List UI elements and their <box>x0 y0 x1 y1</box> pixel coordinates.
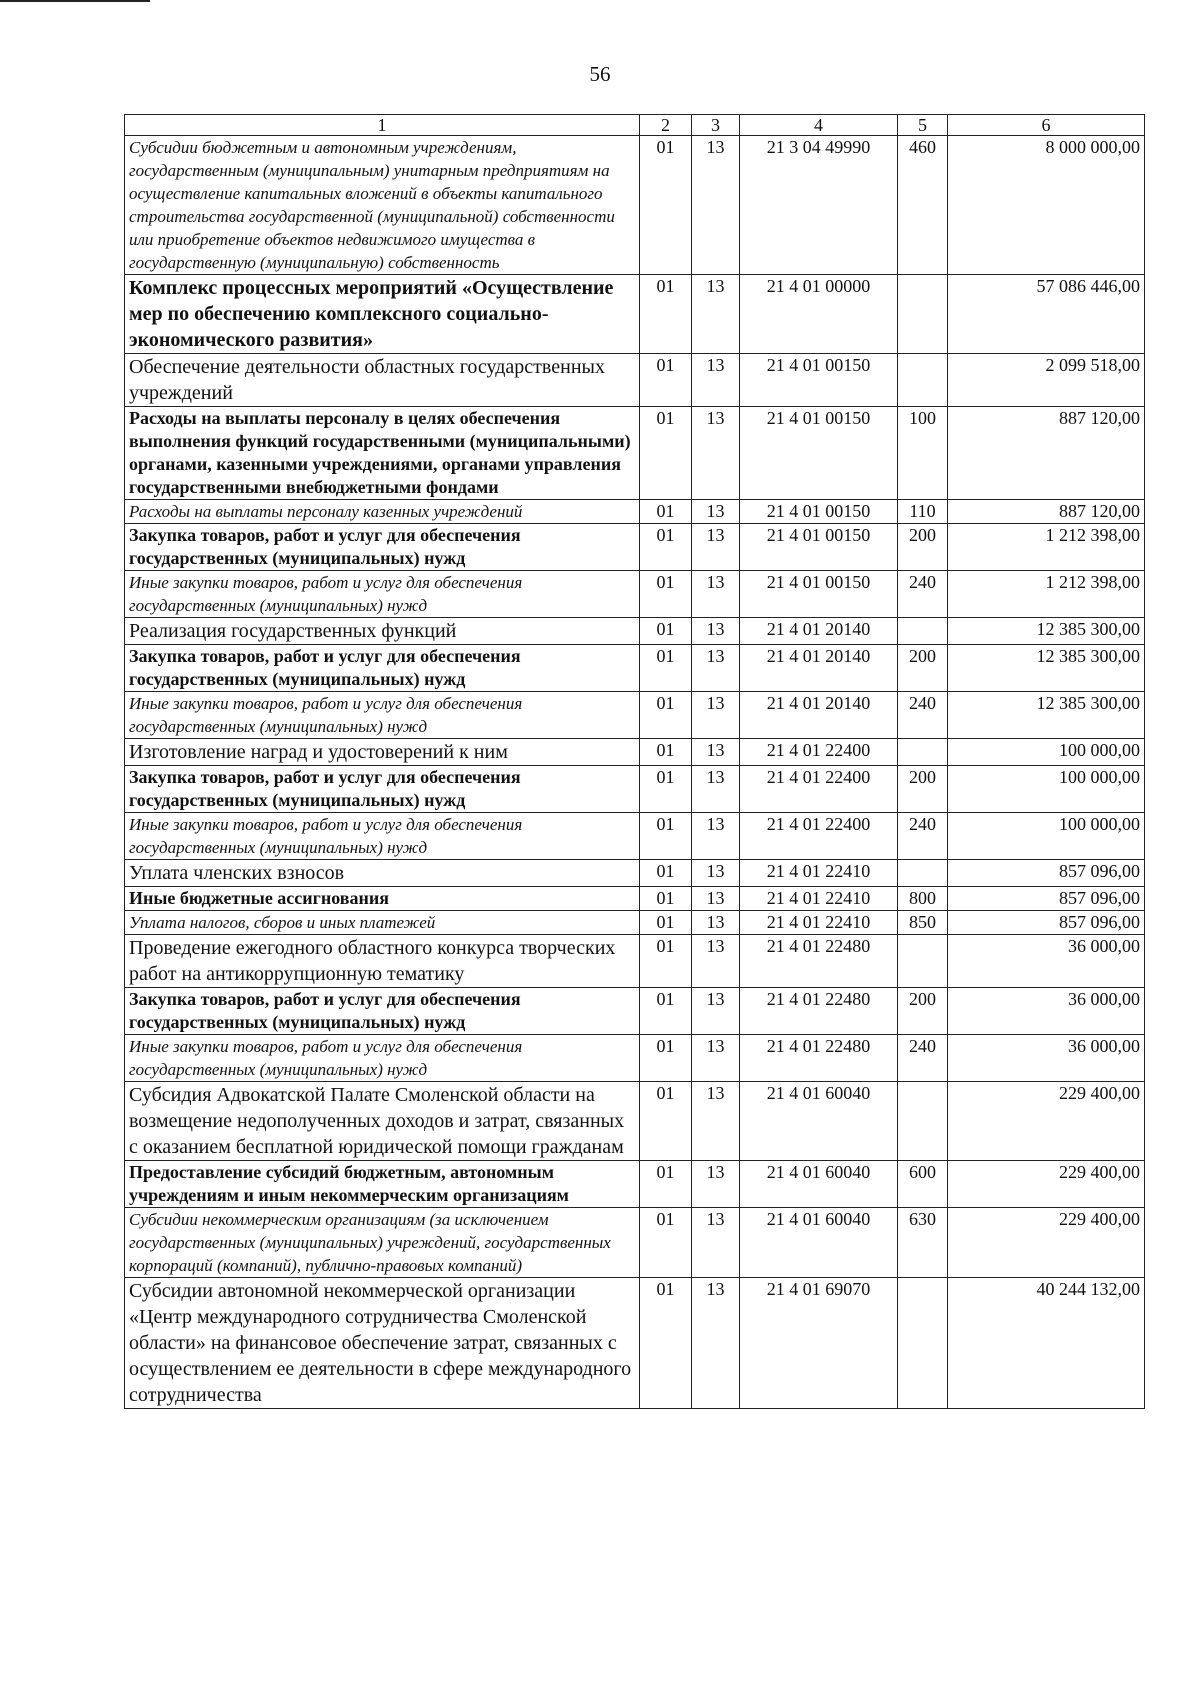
expense-type-cell: 850 <box>898 911 948 935</box>
amount-cell: 1 212 398,00 <box>948 524 1145 571</box>
page-number: 56 <box>589 62 611 86</box>
expense-type-cell: 200 <box>898 645 948 692</box>
subsection-code-cell: 13 <box>692 1161 740 1208</box>
subsection-code-cell: 13 <box>692 136 740 275</box>
header-col-1: 1 <box>125 115 640 136</box>
section-code-cell: 01 <box>640 407 692 500</box>
amount-cell: 229 400,00 <box>948 1161 1145 1208</box>
expense-type-cell <box>898 860 948 887</box>
table-row <box>125 935 1145 988</box>
subsection-code-cell: 13 <box>692 739 740 766</box>
section-code-cell: 01 <box>640 739 692 766</box>
expense-name-cell: Иные закупки товаров, работ и услуг для обеспечения государственных (муниципальных) нужд <box>125 571 640 618</box>
subsection-code-cell: 13 <box>692 988 740 1035</box>
section-code-cell: 01 <box>640 860 692 887</box>
header-col-4: 4 <box>740 115 898 136</box>
subsection-code-cell: 13 <box>692 1082 740 1161</box>
table-row <box>125 1278 1145 1409</box>
target-article-cell: 21 4 01 00150 <box>740 571 898 618</box>
subsection-code-cell: 13 <box>692 354 740 407</box>
subsection-code-cell: 13 <box>692 1035 740 1082</box>
section-code-cell: 01 <box>640 766 692 813</box>
amount-cell: 12 385 300,00 <box>948 645 1145 692</box>
expense-name-cell: Проведение ежегодного областного конкурса творческих работ на антикоррупционную тематику <box>125 935 640 988</box>
expense-type-cell: 630 <box>898 1208 948 1278</box>
subsection-code-cell: 13 <box>692 1278 740 1409</box>
amount-cell: 2 099 518,00 <box>948 354 1145 407</box>
table-row <box>125 1082 1145 1161</box>
section-code-cell: 01 <box>640 1082 692 1161</box>
target-article-cell: 21 4 01 60040 <box>740 1161 898 1208</box>
expense-type-cell <box>898 1082 948 1161</box>
target-article-cell: 21 4 01 20140 <box>740 692 898 739</box>
table-row <box>125 500 1145 524</box>
target-article-cell: 21 3 04 49990 <box>740 136 898 275</box>
header-col-2: 2 <box>640 115 692 136</box>
amount-cell: 857 096,00 <box>948 860 1145 887</box>
expense-name-cell: Субсидии бюджетным и автономным учреждениям, государственным (муниципальным) унитарным предприятиям на осуществление капитальных вложений в объекты капитального строительства государственной (муниципальной) собственности или приобретение объектов недвижимого имущества в государственную (муниципальную) собственность <box>125 136 640 275</box>
expense-type-cell <box>898 354 948 407</box>
expense-type-cell: 110 <box>898 500 948 524</box>
table-row <box>125 887 1145 911</box>
expense-name-cell: Реализация государственных функций <box>125 618 640 645</box>
top-border-line <box>0 0 150 2</box>
expense-name-cell: Иные закупки товаров, работ и услуг для обеспечения государственных (муниципальных) нужд <box>125 1035 640 1082</box>
expense-name-cell: Субсидия Адвокатской Палате Смоленской области на возмещение недополученных доходов и затрат, связанных с оказанием бесплатной юридической помощи гражданам <box>125 1082 640 1161</box>
expense-name-cell: Иные закупки товаров, работ и услуг для обеспечения государственных (муниципальных) нужд <box>125 813 640 860</box>
expense-name-cell: Уплата членских взносов <box>125 860 640 887</box>
budget-table <box>124 114 1145 1409</box>
expense-name-cell: Изготовление наград и удостоверений к ним <box>125 739 640 766</box>
target-article-cell: 21 4 01 20140 <box>740 645 898 692</box>
target-article-cell: 21 4 01 22480 <box>740 988 898 1035</box>
target-article-cell: 21 4 01 60040 <box>740 1082 898 1161</box>
expense-name-cell: Предоставление субсидий бюджетным, автономным учреждениям и иным некоммерческим организациям <box>125 1161 640 1208</box>
expense-type-cell <box>898 739 948 766</box>
amount-cell: 40 244 132,00 <box>948 1278 1145 1409</box>
expense-type-cell: 200 <box>898 766 948 813</box>
table-row <box>125 860 1145 887</box>
table-row <box>125 354 1145 407</box>
expense-type-cell: 460 <box>898 136 948 275</box>
table-row <box>125 1035 1145 1082</box>
target-article-cell: 21 4 01 00150 <box>740 354 898 407</box>
amount-cell: 857 096,00 <box>948 911 1145 935</box>
subsection-code-cell: 13 <box>692 524 740 571</box>
target-article-cell: 21 4 01 00150 <box>740 524 898 571</box>
expense-name-cell: Закупка товаров, работ и услуг для обеспечения государственных (муниципальных) нужд <box>125 766 640 813</box>
amount-cell: 100 000,00 <box>948 766 1145 813</box>
subsection-code-cell: 13 <box>692 571 740 618</box>
section-code-cell: 01 <box>640 935 692 988</box>
expense-type-cell <box>898 1278 948 1409</box>
subsection-code-cell: 13 <box>692 500 740 524</box>
section-code-cell: 01 <box>640 645 692 692</box>
section-code-cell: 01 <box>640 988 692 1035</box>
target-article-cell: 21 4 01 22480 <box>740 1035 898 1082</box>
subsection-code-cell: 13 <box>692 692 740 739</box>
amount-cell: 229 400,00 <box>948 1082 1145 1161</box>
section-code-cell: 01 <box>640 1208 692 1278</box>
expense-type-cell: 240 <box>898 571 948 618</box>
table-row <box>125 275 1145 354</box>
expense-type-cell: 240 <box>898 813 948 860</box>
target-article-cell: 21 4 01 22400 <box>740 766 898 813</box>
amount-cell: 12 385 300,00 <box>948 692 1145 739</box>
table-row <box>125 1161 1145 1208</box>
header-col-6: 6 <box>948 115 1145 136</box>
expense-name-cell: Закупка товаров, работ и услуг для обеспечения государственных (муниципальных) нужд <box>125 645 640 692</box>
expense-name-cell: Закупка товаров, работ и услуг для обеспечения государственных (муниципальных) нужд <box>125 524 640 571</box>
expense-type-cell: 200 <box>898 988 948 1035</box>
section-code-cell: 01 <box>640 618 692 645</box>
table-row <box>125 407 1145 500</box>
subsection-code-cell: 13 <box>692 618 740 645</box>
expense-type-cell <box>898 275 948 354</box>
section-code-cell: 01 <box>640 354 692 407</box>
expense-type-cell: 240 <box>898 1035 948 1082</box>
amount-cell: 57 086 446,00 <box>948 275 1145 354</box>
expense-name-cell: Комплекс процессных мероприятий «Осуществление мер по обеспечению комплексного социально-экономического развития» <box>125 275 640 354</box>
target-article-cell: 21 4 01 22480 <box>740 935 898 988</box>
section-code-cell: 01 <box>640 571 692 618</box>
table-header-row <box>125 115 1145 136</box>
expense-name-cell: Обеспечение деятельности областных государственных учреждений <box>125 354 640 407</box>
target-article-cell: 21 4 01 22410 <box>740 887 898 911</box>
table-row <box>125 1208 1145 1278</box>
subsection-code-cell: 13 <box>692 911 740 935</box>
expense-name-cell: Закупка товаров, работ и услуг для обеспечения государственных (муниципальных) нужд <box>125 988 640 1035</box>
table-row <box>125 618 1145 645</box>
subsection-code-cell: 13 <box>692 645 740 692</box>
amount-cell: 12 385 300,00 <box>948 618 1145 645</box>
subsection-code-cell: 13 <box>692 766 740 813</box>
expense-name-cell: Иные бюджетные ассигнования <box>125 887 640 911</box>
target-article-cell: 21 4 01 60040 <box>740 1208 898 1278</box>
section-code-cell: 01 <box>640 1161 692 1208</box>
section-code-cell: 01 <box>640 136 692 275</box>
target-article-cell: 21 4 01 22410 <box>740 911 898 935</box>
section-code-cell: 01 <box>640 887 692 911</box>
subsection-code-cell: 13 <box>692 860 740 887</box>
target-article-cell: 21 4 01 22400 <box>740 813 898 860</box>
target-article-cell: 21 4 01 22410 <box>740 860 898 887</box>
section-code-cell: 01 <box>640 911 692 935</box>
expense-name-cell: Расходы на выплаты персоналу в целях обеспечения выполнения функций государственными (муниципальными) органами, казенными учреждениями, органами управления государственными внебюджетными фондами <box>125 407 640 500</box>
subsection-code-cell: 13 <box>692 887 740 911</box>
amount-cell: 36 000,00 <box>948 935 1145 988</box>
expense-type-cell <box>898 618 948 645</box>
amount-cell: 857 096,00 <box>948 887 1145 911</box>
amount-cell: 887 120,00 <box>948 407 1145 500</box>
section-code-cell: 01 <box>640 1278 692 1409</box>
table-row <box>125 524 1145 571</box>
section-code-cell: 01 <box>640 524 692 571</box>
expense-name-cell: Субсидии автономной некоммерческой организации «Центр международного сотрудничества Смоленской области» на финансовое обеспечение затрат, связанных с осуществлением ее деятельности в сфере международного сотрудничества <box>125 1278 640 1409</box>
section-code-cell: 01 <box>640 1035 692 1082</box>
table-row <box>125 988 1145 1035</box>
amount-cell: 100 000,00 <box>948 739 1145 766</box>
header-col-3: 3 <box>692 115 740 136</box>
section-code-cell: 01 <box>640 692 692 739</box>
table-row <box>125 739 1145 766</box>
expense-name-cell: Иные закупки товаров, работ и услуг для обеспечения государственных (муниципальных) нужд <box>125 692 640 739</box>
table-row <box>125 645 1145 692</box>
expense-type-cell: 240 <box>898 692 948 739</box>
target-article-cell: 21 4 01 00150 <box>740 407 898 500</box>
table-row <box>125 136 1145 275</box>
subsection-code-cell: 13 <box>692 935 740 988</box>
table-row <box>125 571 1145 618</box>
subsection-code-cell: 13 <box>692 407 740 500</box>
target-article-cell: 21 4 01 22400 <box>740 739 898 766</box>
amount-cell: 887 120,00 <box>948 500 1145 524</box>
amount-cell: 100 000,00 <box>948 813 1145 860</box>
expense-type-cell: 800 <box>898 887 948 911</box>
section-code-cell: 01 <box>640 813 692 860</box>
expense-type-cell: 100 <box>898 407 948 500</box>
target-article-cell: 21 4 01 00000 <box>740 275 898 354</box>
amount-cell: 8 000 000,00 <box>948 136 1145 275</box>
target-article-cell: 21 4 01 00150 <box>740 500 898 524</box>
table-row <box>125 692 1145 739</box>
table-row <box>125 813 1145 860</box>
expense-type-cell: 200 <box>898 524 948 571</box>
expense-name-cell: Уплата налогов, сборов и иных платежей <box>125 911 640 935</box>
header-col-5: 5 <box>898 115 948 136</box>
amount-cell: 1 212 398,00 <box>948 571 1145 618</box>
expense-name-cell: Расходы на выплаты персоналу казенных учреждений <box>125 500 640 524</box>
expense-type-cell <box>898 935 948 988</box>
table-row <box>125 766 1145 813</box>
table-row <box>125 911 1145 935</box>
section-code-cell: 01 <box>640 275 692 354</box>
subsection-code-cell: 13 <box>692 1208 740 1278</box>
target-article-cell: 21 4 01 20140 <box>740 618 898 645</box>
subsection-code-cell: 13 <box>692 813 740 860</box>
amount-cell: 36 000,00 <box>948 988 1145 1035</box>
amount-cell: 229 400,00 <box>948 1208 1145 1278</box>
amount-cell: 36 000,00 <box>948 1035 1145 1082</box>
expense-name-cell: Субсидии некоммерческим организациям (за исключением государственных (муниципальных) учреждений, государственных корпораций (компаний), публично-правовых компаний) <box>125 1208 640 1278</box>
subsection-code-cell: 13 <box>692 275 740 354</box>
section-code-cell: 01 <box>640 500 692 524</box>
expense-type-cell: 600 <box>898 1161 948 1208</box>
target-article-cell: 21 4 01 69070 <box>740 1278 898 1409</box>
